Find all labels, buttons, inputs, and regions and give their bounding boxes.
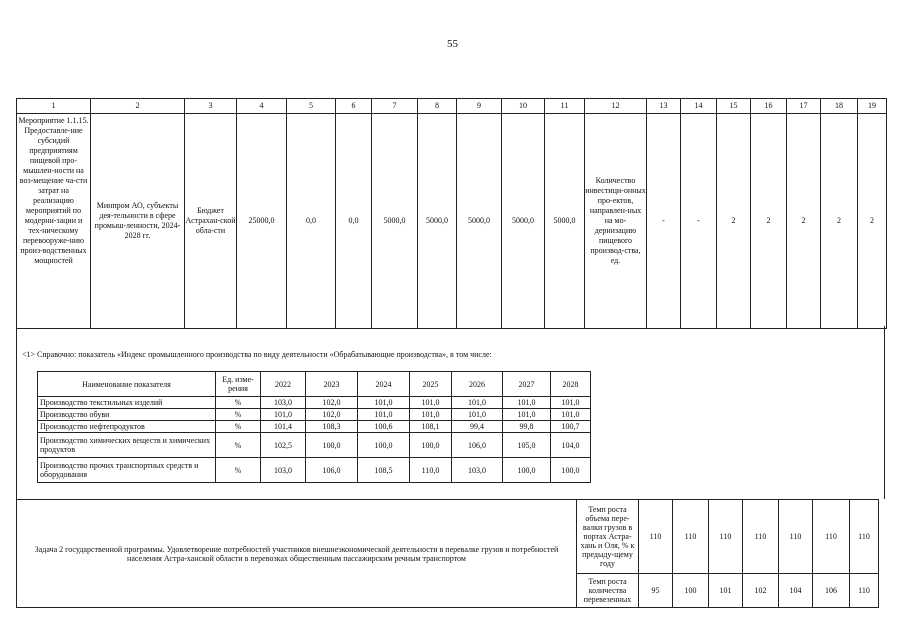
value-cell: 100,0 (551, 458, 591, 483)
col-number: 18 (821, 99, 858, 114)
value-cell: 110 (639, 500, 673, 574)
header-cell: 2028 (551, 372, 591, 397)
value-cell: 101,4 (261, 421, 306, 433)
value-cell: 110,0 (410, 458, 452, 483)
unit-cell: % (216, 421, 261, 433)
indicator-cell: Количество инвестици-онных про-ектов, направлен-ных на мо-дернизацию пищевого производ-ства, ед. (585, 114, 647, 329)
value-cell: 101,0 (503, 397, 551, 409)
header-cell: 2027 (503, 372, 551, 397)
value-cell: 99,4 (452, 421, 503, 433)
unit-cell: % (216, 433, 261, 458)
col-number: 11 (545, 99, 585, 114)
task-row (17, 500, 879, 574)
header-cell: Ед. изме-рения (216, 372, 261, 397)
col-number: 10 (502, 99, 545, 114)
value-cell: 2 (751, 114, 787, 329)
col-number: 12 (585, 99, 647, 114)
indicator-name: Производство прочих транспортных средств и оборудования (38, 458, 216, 483)
value-cell: 103,0 (452, 458, 503, 483)
value-cell: - (681, 114, 717, 329)
header-cell: 2026 (452, 372, 503, 397)
amount-cell: 5000,0 (418, 114, 457, 329)
page-number: 55 (447, 38, 458, 50)
table-row (38, 409, 591, 421)
value-cell: 108,5 (358, 458, 410, 483)
header-cell: 2023 (306, 372, 358, 397)
table-row (38, 458, 591, 483)
value-cell: 104 (779, 574, 813, 608)
value-cell: 101,0 (452, 397, 503, 409)
value-cell: 95 (639, 574, 673, 608)
value-cell: 101,0 (358, 409, 410, 421)
value-cell: 108,3 (306, 421, 358, 433)
table-row (38, 421, 591, 433)
amount-cell: 0,0 (287, 114, 336, 329)
indicator-name: Темп роста количества перевезенных (577, 574, 639, 608)
value-cell: 106 (813, 574, 850, 608)
col-number: 5 (287, 99, 336, 114)
value-cell: 2 (821, 114, 858, 329)
value-cell: 100,0 (358, 433, 410, 458)
value-cell: 102,0 (306, 409, 358, 421)
col-number: 16 (751, 99, 787, 114)
value-cell: 99,8 (503, 421, 551, 433)
value-cell: 103,0 (261, 397, 306, 409)
amount-cell: 5000,0 (457, 114, 502, 329)
value-cell: 101,0 (410, 397, 452, 409)
col-number: 6 (336, 99, 372, 114)
col-number: 13 (647, 99, 681, 114)
col-number: 2 (91, 99, 185, 114)
col-number: 1 (17, 99, 91, 114)
amount-cell: 0,0 (336, 114, 372, 329)
value-cell: 101,0 (551, 409, 591, 421)
table-row (38, 433, 591, 458)
indicator-name: Производство текстильных изделий (38, 397, 216, 409)
reference-note: <1> Справочно: показатель «Индекс промышленного производства по виду деятельности «Обрабатывающие производства», в том числе: (22, 350, 492, 359)
value-cell: 2 (717, 114, 751, 329)
value-cell: 106,0 (306, 458, 358, 483)
value-cell: 101 (709, 574, 743, 608)
value-cell: 100,0 (410, 433, 452, 458)
funding-source-cell: Бюджет Астрахан-ской обла-сти (185, 114, 237, 329)
reference-table (37, 371, 591, 483)
col-number: 8 (418, 99, 457, 114)
col-number: 15 (717, 99, 751, 114)
value-cell: 101,0 (410, 409, 452, 421)
col-number: 4 (237, 99, 287, 114)
amount-cell: 5000,0 (372, 114, 418, 329)
value-cell: 102 (743, 574, 779, 608)
col-number: 3 (185, 99, 237, 114)
value-cell: 100 (673, 574, 709, 608)
value-cell: 100,0 (503, 458, 551, 483)
reference-header-row (38, 372, 591, 397)
value-cell: 110 (709, 500, 743, 574)
value-cell: 104,0 (551, 433, 591, 458)
measure-row (17, 114, 887, 329)
amount-cell: 5000,0 (502, 114, 545, 329)
value-cell: 105,0 (503, 433, 551, 458)
value-cell: - (647, 114, 681, 329)
value-cell: 101,0 (452, 409, 503, 421)
unit-cell: % (216, 397, 261, 409)
value-cell: 100,0 (306, 433, 358, 458)
header-cell: 2024 (358, 372, 410, 397)
value-cell: 102,5 (261, 433, 306, 458)
col-number: 19 (858, 99, 887, 114)
value-cell: 110 (850, 500, 879, 574)
col-number: 9 (457, 99, 502, 114)
value-cell: 108,1 (410, 421, 452, 433)
value-cell: 106,0 (452, 433, 503, 458)
unit-cell: % (216, 409, 261, 421)
indicator-name: Производство обуви (38, 409, 216, 421)
amount-cell: 25000,0 (237, 114, 287, 329)
col-number: 7 (372, 99, 418, 114)
value-cell: 2 (858, 114, 887, 329)
header-cell: Наименование показателя (38, 372, 216, 397)
col-number: 14 (681, 99, 717, 114)
value-cell: 2 (787, 114, 821, 329)
value-cell: 100,7 (551, 421, 591, 433)
indicator-name: Производство нефтепродуктов (38, 421, 216, 433)
executor-cell: Минпром АО, субъекты дея-тельности в сфере промыш-ленности, 2024-2028 гг. (91, 114, 185, 329)
header-cell: 2025 (410, 372, 452, 397)
value-cell: 110 (850, 574, 879, 608)
indicator-name: Темп роста объема пере-валки грузов в портах Астра-хань и Оля, % к предыду-щему году (577, 500, 639, 574)
header-cell: 2022 (261, 372, 306, 397)
value-cell: 110 (673, 500, 709, 574)
value-cell: 102,0 (306, 397, 358, 409)
value-cell: 101,0 (551, 397, 591, 409)
unit-cell: % (216, 458, 261, 483)
value-cell: 103,0 (261, 458, 306, 483)
amount-cell: 5000,0 (545, 114, 585, 329)
task-table (16, 499, 879, 608)
value-cell: 110 (813, 500, 850, 574)
col-number: 17 (787, 99, 821, 114)
indicator-name: Производство химических веществ и химических продуктов (38, 433, 216, 458)
value-cell: 110 (779, 500, 813, 574)
column-number-row (17, 99, 887, 114)
table-row (38, 397, 591, 409)
value-cell: 101,0 (503, 409, 551, 421)
task-description: Задача 2 государственной программы. Удовлетворение потребностей участников внешнеэкономической деятельности в перевалке грузов и потребностей населения Астра-ханской области в перевозках общественным пассажирским речным транспортом (17, 500, 577, 608)
value-cell: 100,6 (358, 421, 410, 433)
measure-name: Мероприятие 1.1.15. Предоставле-ние субсидий предприятиям пищевой про-мышлен-ности на воз-мещение ча-сти затрат на реализацию мероприятий по модерни-зации и тех-ническому перевооруже-нию произ-водственных мощностей (17, 114, 91, 329)
value-cell: 101,0 (358, 397, 410, 409)
main-table (16, 98, 887, 329)
value-cell: 101,0 (261, 409, 306, 421)
value-cell: 110 (743, 500, 779, 574)
